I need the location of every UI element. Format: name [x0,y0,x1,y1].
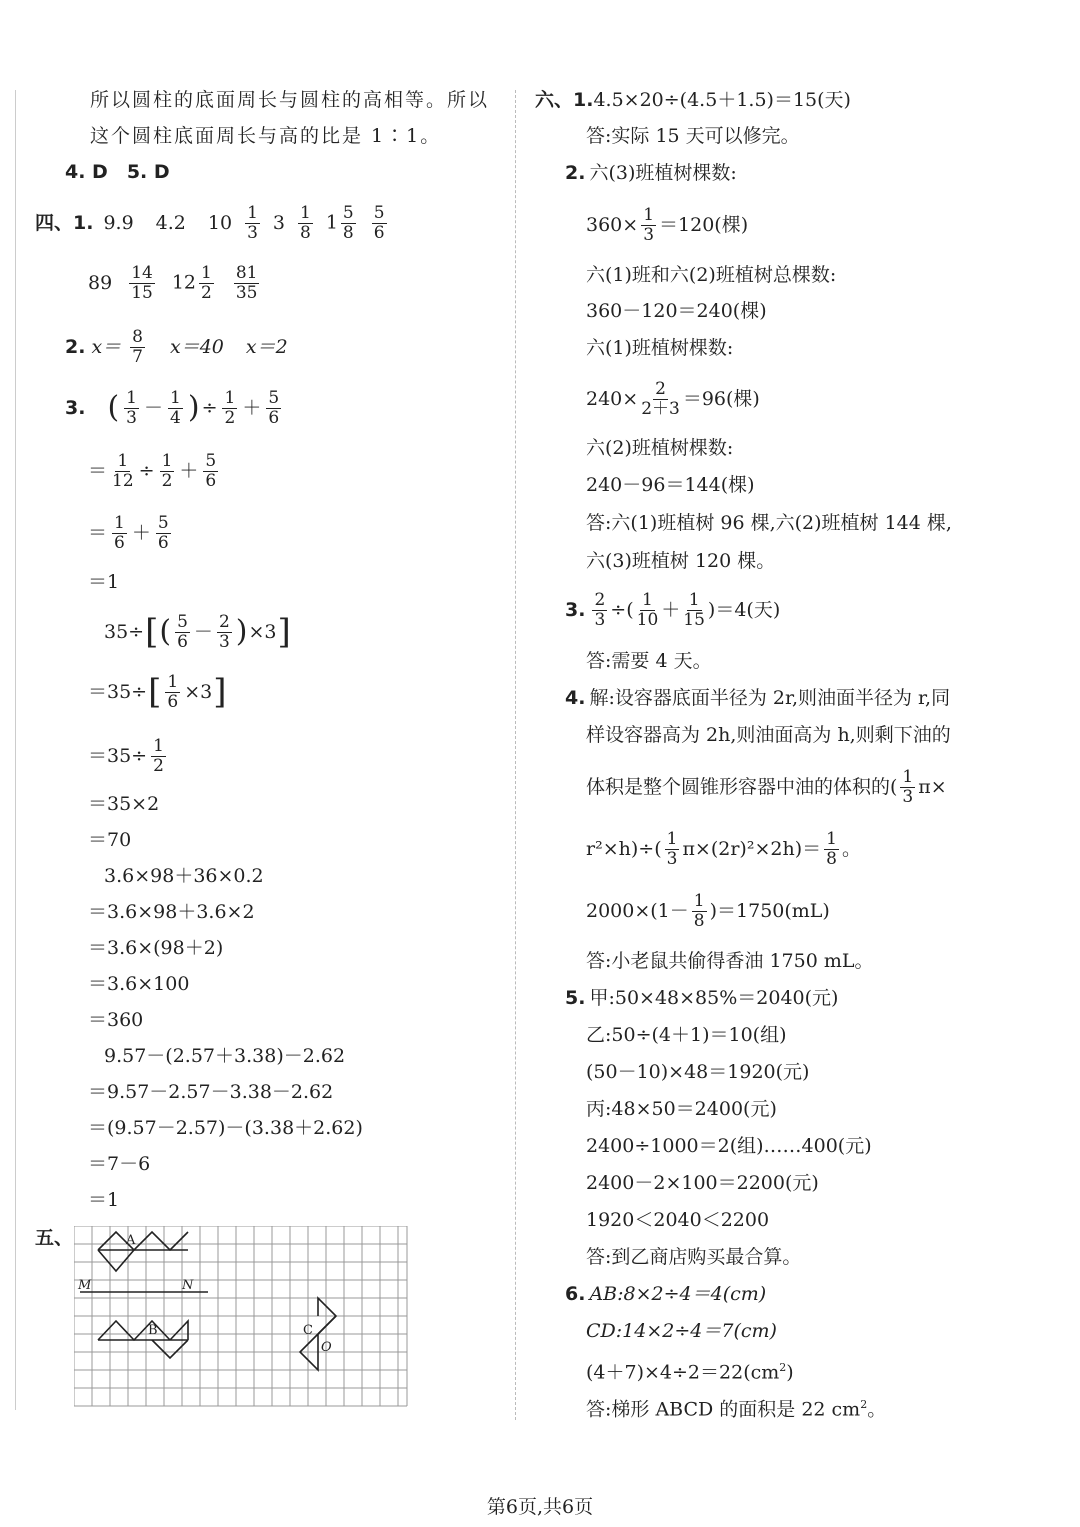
s4-q3-expr3-step1: ＝3.6×98＋3.6×2 [88,901,255,923]
s6-q6-line2: CD:14×2÷4＝7(cm) [586,1320,777,1342]
s6-q2-answer-1: 答:六(1)班植树 96 棵,六(2)班植树 144 棵, [586,512,952,534]
s4-q3-expr4-step3: ＝7－6 [88,1153,151,1175]
transform-grid-figure [74,1226,408,1408]
s6-q4-answer: 答:小老鼠共偷得香油 1750 mL。 [586,950,874,972]
q4-5-answers: 4. D 5. D [65,161,170,183]
s6-q5-line4: 丙:48×50＝2400(元) [586,1098,777,1120]
label-B: B [148,1323,158,1338]
s4-q3-expr4: 9.57－(2.57＋3.38)－2.62 [104,1045,346,1067]
s6-q3: 3. $\frac{2}{3}$ ÷( $\frac{1}{10}$ ＋ $\frac{1}{15}$ )＝4(天) [565,589,781,630]
s6-q6-line1: 6. AB:8×2÷4＝4(cm) [565,1283,767,1305]
s4-q3-expr2-step1: ＝35÷ [ $\frac{1}{6}$ ×3 ] [88,671,227,712]
s6-q5-line7: 1920＜2040＜2200 [586,1209,770,1231]
column-divider [515,90,516,1420]
s6-q2-title: 2. 六(3)班植树棵数: [565,162,737,184]
s6-q3-answer: 答:需要 4 天。 [586,650,712,672]
s4-q3-expr3-step3: ＝3.6×100 [88,973,190,995]
s4-q3-expr1-step2: ＝ $\frac{1}{6}$ ＋ $\frac{5}{6}$ [88,512,169,553]
s6-q4-line4: r²×h)÷( $\frac{1}{3}$ π×(2r)²×2h)＝ $\frac{1}{8}$ 。 [586,828,861,869]
s4-q2: 2. x＝ $\frac{8}{7}$ x＝40 x＝2 [65,326,288,367]
s6-q6-answer: 答:梯形 ABCD 的面积是 22 $cm^2$。 [586,1398,887,1421]
page-footer: 第6页,共6页 [486,1496,594,1518]
s4-q3-expr3-step2: ＝3.6×(98＋2) [88,937,224,959]
s4-q3-expr2-step2: ＝35÷ $\frac{1}{2}$ [88,735,164,776]
s4-q3-expr3: 3.6×98＋36×0.2 [104,865,264,887]
s6-q6-line3: $(4+7)\times 4\div 2=22(cm^2)$ [586,1361,794,1384]
s6-q5-line5: 2400÷1000＝2(组)……400(元) [586,1135,872,1157]
s6-q4-line3: 体积是整个圆锥形容器中油的体积的( $\frac{1}{3}$ π× [586,766,947,807]
s6-q4-line1: 4. 解:设容器底面半径为 2r,则油面半径为 r,同 [565,687,951,709]
s6-q2-t4: 六(2)班植树棵数: [586,437,734,459]
label-C: C [303,1323,313,1338]
s4-q3-expr3-result: ＝360 [88,1009,144,1031]
s6-q4-line2: 样设容器高为 2h,则油面高为 h,则剩下油的 [586,724,951,746]
s4-q3-expr2-step3: ＝35×2 [88,793,160,815]
s6-q5-line1: 5. 甲:50×48×85%＝2040(元) [565,987,839,1009]
s5-label: 五、 [35,1227,74,1249]
s6-q1: 六、1.4.5×20÷(4.5＋1.5)＝15(天) [535,89,851,111]
s4-q1-row1: 四、1. 9.9 4.2 10 $\frac{1}{3}$ 3 $\frac{1}{8}$ 1 $\frac{5}{8}$ $\frac{5}{6}$ [35,202,385,243]
s4-q3-expr2: 35÷ [ ( $\frac{5}{6}$ － $\frac{2}{3}$ ) ×3 ] [104,611,291,652]
s6-q5-line6: 2400－2×100＝2200(元) [586,1172,819,1194]
s6-q5-line2: 乙:50÷(4＋1)＝10(组) [586,1024,787,1046]
label-A: A [126,1233,136,1248]
s4-q3-expr2-result: ＝70 [88,829,132,851]
s6-q4-calc: 2000×(1－ $\frac{1}{8}$ )＝1750(mL) [586,890,830,931]
s6-q2-f1: 360× $\frac{1}{3}$ ＝120(棵) [586,204,749,245]
s4-label: 四、1. [35,212,94,234]
s6-q5-line3: (50－10)×48＝1920(元) [586,1061,810,1083]
s4-q3-expr1-step1: ＝ $\frac{1}{12}$ ÷ $\frac{1}{2}$ ＋ $\frac{5}{6}$ [88,450,217,491]
s6-q2-answer-2: 六(3)班植树 120 棵。 [586,550,776,572]
s6-q2-t3: 六(1)班植树棵数: [586,337,734,359]
s6-q2-f3: 240× $\frac{2}{2+3}$ ＝96(棵) [586,378,760,419]
s6-q5-answer: 答:到乙商店购买最合算。 [586,1246,802,1268]
cont-line-2: 这个圆柱底面周长与高的比是 1∶1。 [90,125,442,147]
s4-q3-expr4-step2: ＝(9.57－2.57)－(3.38＋2.62) [88,1117,363,1139]
s4-q3-expr1-result: ＝1 [88,571,120,593]
s4-q1-row2: 89 $\frac{14}{15}$ 12 $\frac{1}{2}$ $\frac{81}{35}$ [88,262,258,303]
s6-q2-f4: 240－96＝144(棵) [586,474,755,496]
label-N: N [182,1278,194,1293]
s4-q3-expr1: 3. ( $\frac{1}{3}$ － $\frac{1}{4}$ ) ÷ $\frac{1}{2}$ ＋ $\frac{5}{6}$ [65,387,280,428]
s6-q2-t2: 六(1)班和六(2)班植树总棵数: [586,264,837,286]
cont-line-1: 所以圆柱的底面周长与圆柱的高相等。所以 [90,89,490,111]
s4-q3-expr4-result: ＝1 [88,1189,120,1211]
s6-q2-f2: 360－120＝240(棵) [586,300,767,322]
label-O: O [321,1340,332,1355]
s6-q1-answer: 答:实际 15 天可以修完。 [586,125,800,147]
left-margin-line [15,90,16,1410]
label-M: M [78,1278,92,1293]
s4-q3-expr4-step1: ＝9.57－2.57－3.38－2.62 [88,1081,334,1103]
